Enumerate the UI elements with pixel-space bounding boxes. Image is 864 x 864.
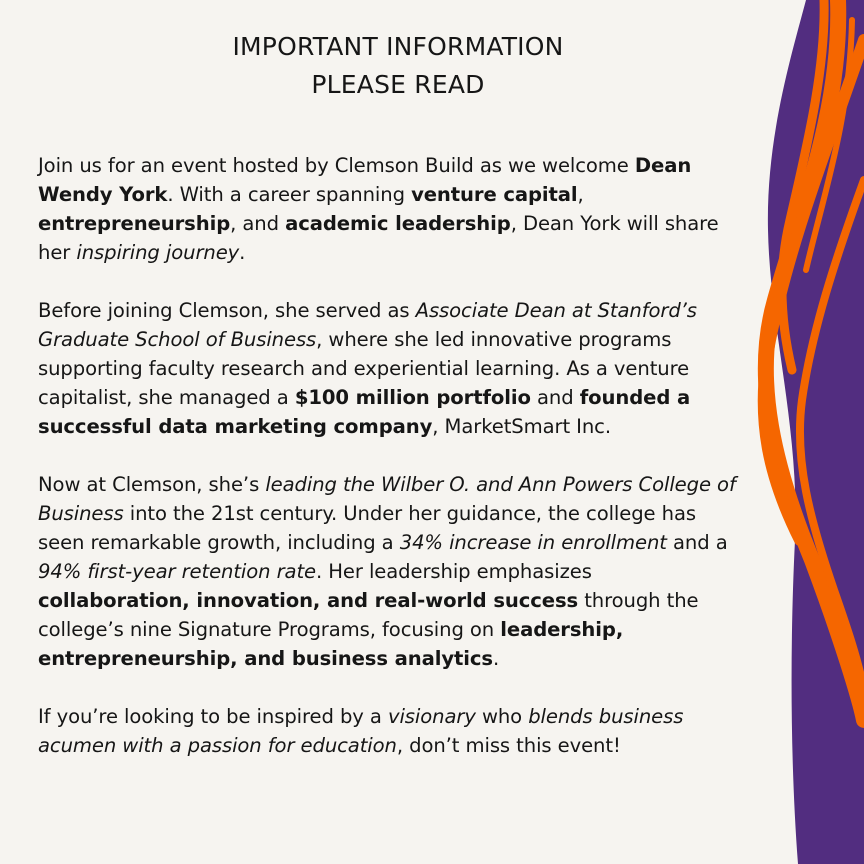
heading-line-1: IMPORTANT INFORMATION <box>232 32 564 61</box>
italic-text: 94% first-year retention rate <box>38 560 317 583</box>
bold-text: leadership, entrepreneurship, and business analytics <box>38 618 624 670</box>
bold-text: venture capital <box>411 183 578 206</box>
heading-line-2: PLEASE READ <box>311 70 485 99</box>
text-run: , don’t miss this event! <box>396 734 621 757</box>
text-run: into the 21st century. Under her guidance, the college has seen remarkable growth, including a <box>38 502 696 554</box>
text-run: If you’re looking to be inspired by a <box>38 705 388 728</box>
paragraph-2 <box>38 296 738 441</box>
text-run: and <box>530 386 580 409</box>
text-run: , Dean York will share her <box>38 212 719 264</box>
paragraph-4 <box>38 702 738 760</box>
italic-text: 34% increase in enrollment <box>399 531 667 554</box>
text-run: . <box>239 241 246 264</box>
text-run: Now at Clemson, she’s <box>38 473 266 496</box>
purple-ribbon-shape <box>768 0 864 864</box>
text-run: , <box>577 183 584 206</box>
text-run: who <box>475 705 529 728</box>
paragraph-3 <box>38 470 738 673</box>
bold-text: Dean Wendy York <box>38 154 692 206</box>
italic-text: Associate Dean at Stanford’s Graduate School of Business <box>38 299 697 351</box>
text-run: Join us for an event hosted by Clemson Build as we welcome <box>38 154 635 177</box>
text-run: , where she led innovative programs supporting faculty research and experiential learning. As a venture capitalist, she managed a <box>38 328 690 409</box>
event-description <box>38 151 738 789</box>
text-run: through the college’s nine Signature Programs, focusing on <box>38 589 699 641</box>
bold-text: $100 million portfolio <box>294 386 531 409</box>
italic-text: visionary <box>387 705 476 728</box>
text-run: Before joining Clemson, she served as <box>38 299 416 322</box>
bold-text: academic leadership <box>285 212 511 235</box>
bold-text: entrepreneurship <box>38 212 231 235</box>
text-run: . Her leadership emphasizes <box>316 560 592 583</box>
bold-text: collaboration, innovation, and real-world success <box>38 589 579 612</box>
text-run: , and <box>230 212 286 235</box>
text-run: and a <box>666 531 728 554</box>
paragraph-1 <box>38 151 738 267</box>
text-run: . With a career spanning <box>167 183 412 206</box>
notice-heading <box>0 28 796 104</box>
italic-text: leading the Wilber O. and Ann Powers College of Business <box>38 473 736 525</box>
bold-text: founded a successful data marketing company <box>38 386 691 438</box>
italic-text: blends business acumen with a passion for education <box>38 705 684 757</box>
text-run: . <box>493 647 500 670</box>
italic-text: inspiring journey <box>76 241 240 264</box>
text-run: , MarketSmart Inc. <box>432 415 611 438</box>
